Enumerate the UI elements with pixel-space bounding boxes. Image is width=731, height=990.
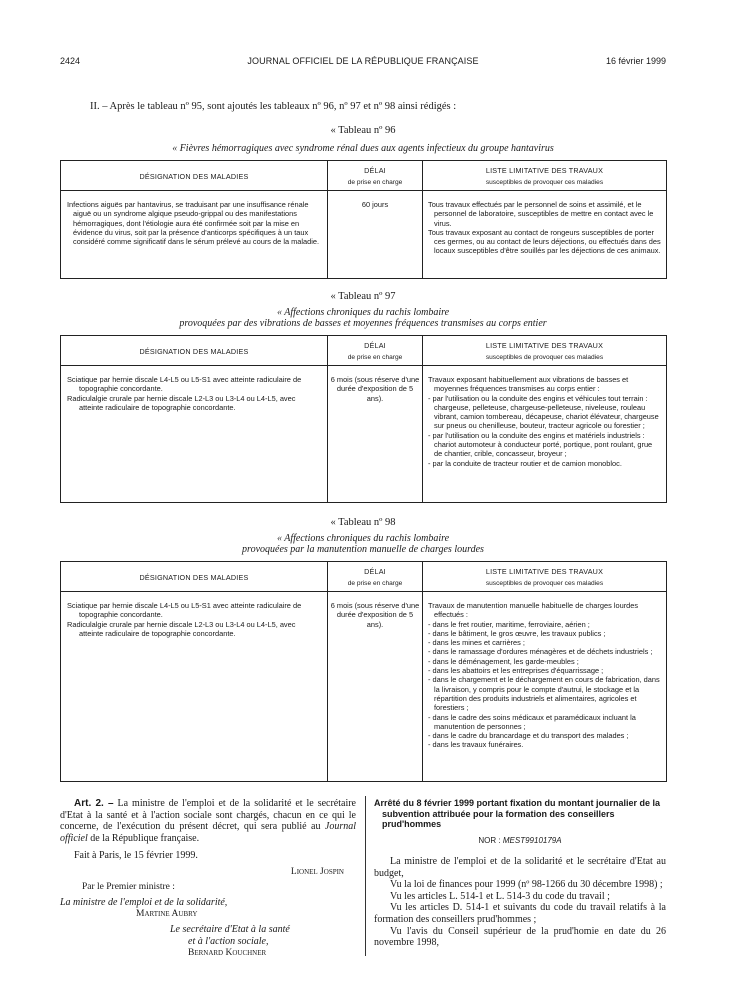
article-2-text: Art. 2. – La ministre de l'emploi et de la solidarité et le secrétaire d'Etat à la santé et à l'action sociale sont chargés, chacun en ce qui le concerne, de l'exécution du présent décret, qui sera publié au Journal officiel de la République française. [60,798,356,844]
col-header-travaux: LISTE LIMITATIVE DES TRAVAUX susceptibles de provoquer ces maladies [423,161,667,191]
col-header-maladies: DÉSIGNATION DES MALADIES [61,336,328,366]
col-header-delai: DÉLAI de prise en charge [328,336,423,366]
arrete-paragraph: Vu la loi de finances pour 1999 (nº 98-1266 du 30 décembre 1998) ; [390,879,663,891]
table-98-delai: 6 mois (sous réserve d'une durée d'exposition de 5 ans). [328,592,423,782]
table-96-delai: 60 jours [328,191,423,279]
ministre-title: La ministre de l'emploi et de la solidarité, [60,897,228,909]
arrete-title: Arrêté du 8 février 1999 portant fixation du montant journalier de la subvention attribuée pour la formation des conseillers prud'hommes [374,798,661,829]
issue-date: 16 février 1999 [605,56,666,66]
signatory-prime-minister: Lionel Jospin [290,866,344,877]
secretaire-name: Bernard Kouchner [188,947,267,958]
intro-text: II. – Après le tableau nº 95, sont ajoutés les tableaux nº 96, nº 97 et nº 98 ainsi rédigés : [90,101,457,112]
table-97-travaux: Travaux exposant habituellement aux vibrations de basses et moyennes fréquences transmises au corps entier : - par l'utilisation ou la conduite des engins et véhicules tout terrain : chargeuse, pelleteuse, chargeuse-pelleteuse, niveleuse, rouleau vibrant, camion tombereau, décapeuse, chariot élévateur, chargeuse sur pneus ou chenilleuse, bouteur, tracteur agricole ou forestier ; - par l'utilisation ou la conduite des engins et matériels industriels : chariot automoteur à conducteur porté, portique, pont roulant, grue de chantier, crible, concasseur, broyeur ; - par la conduite de tracteur routier et de camion monobloc. [423,366,667,503]
col-header-maladies: DÉSIGNATION DES MALADIES [61,161,328,191]
table-98-subtitle-1: « Affections chroniques du rachis lombaire [276,533,450,544]
table-98-maladies: Sciatique par hernie discale L4-L5 ou L5-S1 avec atteinte radiculaire de topographie concordante. Radiculalgie crurale par hernie discale L2-L3 ou L3-L4 ou L4-L5, avec atteinte radiculaire de topographie concordante. [61,592,328,782]
secretaire-title-1: Le secrétaire d'Etat à la santé [170,924,290,936]
article-2-block [60,798,356,959]
column-divider [365,796,366,956]
table-96-title: « Tableau nº 96 [330,125,396,136]
page-header [60,56,666,70]
arrete-paragraph: Vu les articles D. 514-1 et suivants du code du travail relatifs à la formation des conseillers prud'hommes ; [374,902,666,926]
arrete-paragraph: Vu l'avis du Conseil supérieur de la prud'homie en date du 26 novembre 1998, [374,925,666,949]
arrete-block [374,798,666,949]
table-98-title: « Tableau nº 98 [330,517,396,528]
table-97-delai: 6 mois (sous réserve d'une durée d'exposition de 5 ans). [328,366,423,503]
col-header-travaux: LISTE LIMITATIVE DES TRAVAUX susceptibles de provoquer ces maladies [423,562,667,592]
table-97-title: « Tableau nº 97 [330,291,396,302]
fait-a-paris: Fait à Paris, le 15 février 1999. [74,850,198,862]
table-96 [60,160,667,279]
nor-line: NOR : MEST9910179A [478,835,562,845]
col-header-maladies: DÉSIGNATION DES MALADIES [61,562,328,592]
col-header-delai: DÉLAI de prise en charge [328,161,423,191]
par-le-premier-ministre: Par le Premier ministre : [82,881,175,892]
table-96-maladie: Infections aiguës par hantavirus, se traduisant par une insuffisance rénale aiguë ou un syndrome algique pseudo-grippal ou des manifestations hémorragiques, dont l'étiologie aura été confirmée soit par la mise en évidence du virus, soit par la présence d'anticorps spécifiques à un taux considéré comme significatif dans le sérum prélevé au cours de la maladie. [61,191,328,279]
table-98-subtitle-2: provoquées par la manutention manuelle de charges lourdes [242,544,484,555]
page-number: 2424 [60,56,81,66]
col-header-delai: DÉLAI de prise en charge [328,562,423,592]
table-98-travaux: Travaux de manutention manuelle habituelle de charges lourdes effectués : - dans le fret routier, maritime, ferroviaire, aérien ; - dans le bâtiment, le gros œuvre, les travaux publics ; - dans les mines et carrières ; - dans le ramassage d'ordures ménagères et de déchets industriels ; - dans le déménagement, les garde-meubles ; - dans les abattoirs et les entreprises d'équarrissage ; - dans le chargement et le déchargement en cours de fabrication, dans la livraison, y compris pour le compte d'autrui, le stockage et la répartition des produits industriels et alimentaires, agricoles et forestiers ; - dans le cadre des soins médicaux et paramédicaux incluant la manutention de personnes ; - dans le cadre du brancardage et du transport des malades ; - dans les travaux funéraires. [423,592,667,782]
table-97-subtitle-2: provoquées par des vibrations de basses et moyennes fréquences transmises au corps entier [179,318,547,329]
secretaire-title-2: et à l'action sociale, [188,935,269,947]
table-98 [60,561,667,782]
table-97-subtitle-1: « Affections chroniques du rachis lombaire [276,307,450,318]
table-96-travaux: Tous travaux effectués par le personnel de soins et assimilé, et le personnel de laboratoire, susceptibles de mettre en contact avec le virus. Tous travaux exposant au contact de rongeurs susceptibles de porter ces germes, ou au contact de leurs déjections, ou effectués dans des locaux susceptibles d'être souillés par les déjections de ces animaux. [423,191,667,279]
table-97 [60,335,667,503]
arrete-paragraph: Vu les articles L. 514-1 et L. 514-3 du code du travail ; [390,890,610,902]
col-header-travaux: LISTE LIMITATIVE DES TRAVAUX susceptibles de provoquer ces maladies [423,336,667,366]
table-97-maladies: Sciatique par hernie discale L4-L5 ou L5-S1 avec atteinte radiculaire de topographie concordante. Radiculalgie crurale par hernie discale L2-L3 ou L3-L4 ou L4-L5, avec atteinte radiculaire de topographie concordante. [61,366,328,503]
arrete-paragraph: La ministre de l'emploi et de la solidarité et le secrétaire d'Etat au budget, [374,856,666,879]
journal-title: JOURNAL OFFICIEL DE LA RÉPUBLIQUE FRANÇAISE [247,56,479,66]
table-96-subtitle: « Fièvres hémorragiques avec syndrome rénal dues aux agents infectieux du groupe hantavirus [172,143,554,154]
ministre-name: Martine Aubry [136,908,198,919]
